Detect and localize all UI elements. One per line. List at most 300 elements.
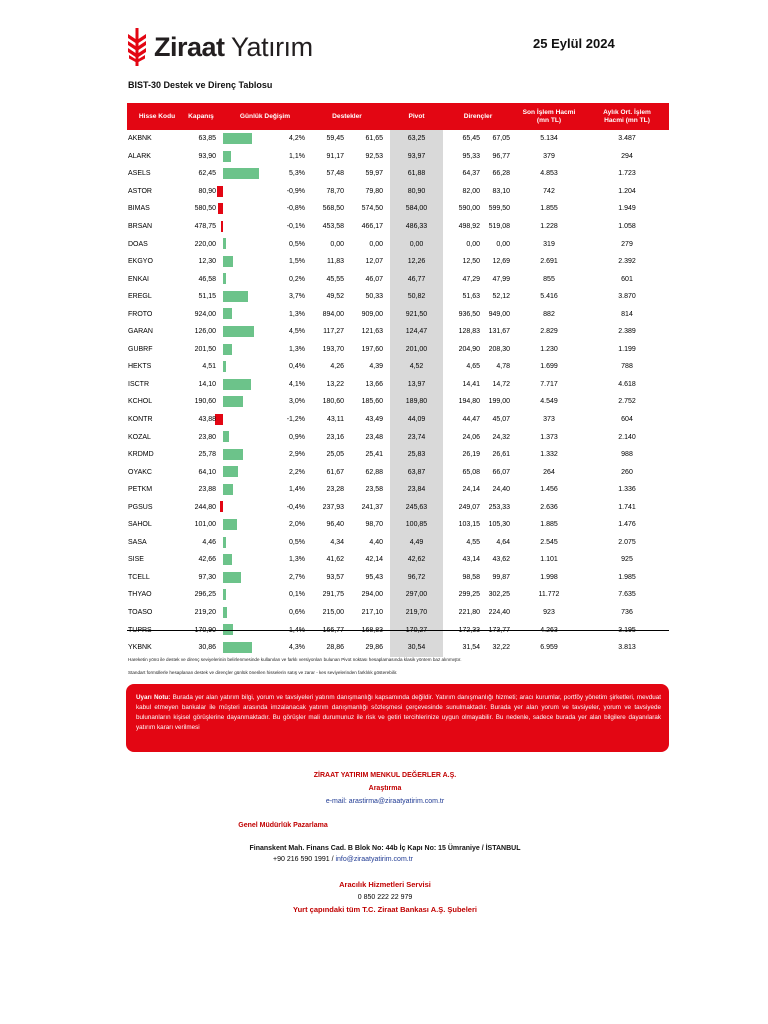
avg-volume: 814 — [621, 310, 633, 318]
support-1: 23,16 — [326, 433, 344, 441]
daily-change: 2,2% — [289, 468, 305, 476]
avg-volume: 3.870 — [618, 293, 636, 301]
last-volume: 1.456 — [540, 486, 558, 494]
last-volume: 1.228 — [540, 223, 558, 230]
support-2: 61,65 — [365, 135, 383, 143]
resistance-2: 26,61 — [492, 451, 510, 459]
support-1: 59,45 — [326, 135, 344, 143]
resistance-2: 83,10 — [492, 187, 510, 195]
resistance-1: 47,29 — [462, 275, 480, 283]
pivot-value: 486,33 — [405, 223, 428, 230]
table-row — [127, 130, 669, 148]
avg-volume: 1.204 — [618, 187, 636, 195]
support-2: 62,88 — [365, 468, 383, 476]
support-1: 4,34 — [330, 538, 344, 546]
resistance-1: 299,25 — [458, 591, 480, 599]
footer-service-phone: 0 850 222 22 979 — [357, 894, 413, 901]
table-row — [127, 551, 669, 569]
resistance-2: 67,05 — [492, 135, 510, 143]
daily-change: 1,5% — [289, 258, 305, 266]
change-bar — [223, 572, 241, 583]
footer-email-line: e-mail: arastirma@ziraatyatirim.com.tr — [325, 798, 445, 805]
last-volume: 5.416 — [540, 293, 558, 301]
close-price: 219,20 — [194, 609, 216, 617]
resistance-1: 128,83 — [458, 328, 480, 336]
change-bar — [217, 186, 223, 197]
last-volume: 1.101 — [540, 556, 558, 564]
change-bar — [223, 466, 238, 477]
support-2: 13,66 — [365, 380, 383, 388]
resistance-2: 4,64 — [496, 538, 510, 546]
report-date: 25 Eylül 2024 — [533, 36, 615, 51]
change-bar — [223, 449, 243, 460]
table-row — [127, 270, 669, 288]
support-2: 12,07 — [365, 258, 383, 266]
avg-volume: 2.752 — [618, 398, 636, 406]
support-1: 193,70 — [322, 345, 344, 353]
close-price: 62,45 — [198, 170, 216, 178]
stock-code: ASTOR — [128, 187, 152, 195]
table-row — [127, 200, 669, 218]
support-1: 96,40 — [326, 521, 344, 529]
info-email-link[interactable]: info@ziraatyatirim.com.tr — [335, 856, 413, 863]
close-price: 220,00 — [194, 240, 216, 248]
last-volume: 742 — [543, 187, 555, 195]
stock-code: HEKTS — [128, 363, 152, 371]
resistance-1: 204,90 — [458, 345, 480, 353]
support-2: 217,10 — [361, 609, 383, 617]
support-2: 574,50 — [361, 205, 383, 213]
stock-code: PETKM — [128, 486, 153, 494]
change-bar — [223, 379, 251, 390]
support-1: 45,55 — [326, 275, 344, 283]
change-bar — [223, 238, 226, 249]
last-volume: 4.549 — [540, 398, 558, 406]
close-price: 201,50 — [194, 345, 216, 353]
table-row — [127, 639, 669, 657]
daily-change: 0,2% — [289, 275, 305, 283]
daily-change: 0,9% — [289, 433, 305, 441]
daily-change: 4,3% — [289, 644, 305, 652]
support-1: 78,70 — [326, 187, 344, 195]
footer-company: ZİRAAT YATIRIM MENKUL DEĞERLER A.Ş. — [313, 772, 457, 779]
close-price: 80,90 — [198, 187, 216, 195]
stock-code: FROTO — [128, 310, 153, 318]
support-2: 92,53 — [365, 152, 383, 160]
resistance-1: 249,07 — [458, 503, 480, 511]
last-volume: 923 — [543, 609, 555, 617]
stock-code: GARAN — [128, 328, 153, 336]
last-volume: 855 — [543, 275, 555, 283]
close-price: 42,66 — [198, 556, 216, 564]
stock-code: SISE — [128, 556, 144, 564]
footer-contact-line: +90 216 590 1991 / info@ziraatyatirim.com.tr — [273, 856, 413, 863]
change-bar — [215, 414, 223, 425]
header-avg-volume: Aylık Ort. İşlem Hacmi (mn TL) — [603, 108, 651, 124]
stock-code: AKBNK — [128, 135, 152, 143]
resistance-2: 24,40 — [492, 486, 510, 494]
last-volume: 11.772 — [538, 591, 560, 599]
daily-change: -0,8% — [286, 205, 305, 213]
close-price: 46,58 — [198, 275, 216, 283]
resistance-2: 519,08 — [488, 223, 510, 230]
resistance-1: 103,15 — [458, 521, 480, 529]
close-price: 101,00 — [194, 521, 216, 529]
table-row — [127, 165, 669, 183]
change-bar — [220, 501, 223, 512]
support-1: 43,11 — [327, 416, 344, 424]
support-1: 215,00 — [322, 609, 344, 617]
table-row — [127, 358, 669, 376]
avg-volume: 294 — [621, 152, 633, 160]
table-row — [127, 305, 669, 323]
resistance-1: 43,14 — [462, 556, 480, 564]
resistance-2: 173,77 — [488, 626, 510, 634]
last-volume: 319 — [543, 240, 555, 248]
daily-change: 0,4% — [289, 363, 305, 371]
pivot-value: 93,97 — [407, 152, 426, 160]
stock-code: EREGL — [128, 293, 152, 301]
resistance-1: 936,50 — [458, 310, 480, 318]
stock-code: YKBNK — [128, 644, 152, 652]
resistance-1: 65,08 — [462, 468, 480, 476]
table-row — [127, 516, 669, 534]
resistance-2: 105,30 — [488, 521, 510, 529]
daily-change: 1,3% — [289, 345, 305, 353]
daily-change: 1,3% — [289, 556, 305, 564]
close-price: 580,50 — [194, 205, 216, 213]
last-volume: 1.885 — [540, 521, 558, 529]
stock-code: TUPRS — [128, 626, 152, 634]
support-1: 13,22 — [326, 380, 344, 388]
pivot-value: 42,62 — [407, 556, 426, 564]
table-row — [127, 569, 669, 587]
table-row — [127, 253, 669, 271]
support-2: 23,48 — [365, 433, 383, 441]
close-price: 12,30 — [198, 258, 216, 266]
pivot-value: 13,97 — [407, 380, 426, 388]
resistance-1: 24,14 — [462, 486, 480, 494]
change-bar — [223, 537, 226, 548]
support-1: 0,00 — [330, 240, 344, 248]
avg-volume: 604 — [621, 416, 633, 424]
avg-volume: 1.741 — [618, 503, 636, 511]
daily-change: -1,2% — [286, 416, 305, 424]
support-1: 180,60 — [322, 398, 344, 406]
change-bar — [223, 642, 252, 653]
resistance-2: 96,77 — [492, 152, 510, 160]
last-volume: 4.853 — [540, 170, 558, 178]
change-bar — [223, 256, 233, 267]
pivot-value: 80,90 — [407, 187, 426, 195]
resistance-2: 52,12 — [492, 293, 510, 301]
support-1: 117,27 — [323, 328, 344, 336]
stock-code: ISCTR — [128, 380, 149, 388]
support-resistance-table — [127, 103, 669, 656]
pivot-value: 44,09 — [407, 416, 426, 424]
pivot-value: 25,83 — [407, 451, 426, 459]
resistance-2: 45,07 — [492, 416, 510, 424]
resistance-1: 44,47 — [462, 416, 480, 424]
stock-code: KRDMD — [128, 451, 154, 459]
pivot-value: 50,82 — [407, 293, 426, 301]
resistance-2: 599,50 — [488, 205, 510, 213]
stock-code: TOASO — [128, 609, 153, 617]
stock-code: KCHOL — [128, 398, 153, 406]
resistance-2: 32,22 — [492, 644, 510, 652]
change-bar — [223, 589, 226, 600]
table-row — [127, 446, 669, 464]
resistance-1: 14,41 — [462, 380, 480, 388]
pivot-value: 4,52 — [409, 363, 424, 371]
stock-code: PGSUS — [128, 503, 153, 511]
pivot-value: 100,85 — [405, 521, 428, 529]
last-volume: 2.829 — [540, 328, 558, 336]
support-2: 168,83 — [361, 626, 383, 634]
daily-change: 4,5% — [289, 328, 305, 336]
footer-research: Araştırma — [368, 785, 402, 792]
daily-change: 2,9% — [289, 451, 305, 459]
table-row — [127, 481, 669, 499]
daily-change: 2,0% — [289, 521, 305, 529]
table-row — [127, 235, 669, 253]
wheat-logo-icon — [126, 28, 148, 66]
pivot-value: 23,84 — [407, 486, 426, 494]
close-price: 97,30 — [198, 573, 216, 581]
stock-code: OYAKC — [128, 468, 152, 476]
pivot-value: 23,74 — [407, 433, 426, 441]
pivot-value: 96,72 — [407, 573, 426, 581]
support-2: 121,63 — [361, 328, 383, 336]
change-bar — [223, 133, 252, 144]
pivot-value: 170,27 — [405, 626, 428, 634]
support-1: 57,48 — [326, 170, 344, 178]
footer-branches: Yurt çapındaki tüm T.C. Ziraat Bankası A.Ş. Şubeleri — [293, 905, 477, 914]
resistance-1: 590,00 — [458, 205, 480, 213]
resistance-1: 64,37 — [462, 170, 480, 178]
resistance-1: 51,63 — [462, 293, 480, 301]
pivot-value: 4,49 — [409, 538, 424, 546]
formula-note: Standart formüllerle hesaplanan destek ve dirençler günlük önerilen hisselerin satış ve zarar - kes seviyelerinden farklılık gösterebilir. — [128, 670, 398, 675]
resistance-2: 253,33 — [488, 503, 510, 511]
support-2: 909,00 — [361, 310, 383, 318]
close-price: 25,78 — [198, 451, 216, 459]
daily-change: 4,1% — [289, 380, 305, 388]
support-2: 59,97 — [365, 170, 383, 178]
daily-change: 0,5% — [289, 240, 305, 248]
stock-code: KOZAL — [128, 433, 151, 441]
pivot-value: 921,50 — [405, 310, 428, 318]
avg-volume: 3.487 — [618, 135, 636, 143]
close-price: 23,80 — [198, 433, 216, 441]
header-close: Kapanış — [188, 112, 214, 120]
stock-code: SASA — [128, 538, 147, 546]
support-1: 91,17 — [326, 152, 344, 160]
close-price: 51,15 — [198, 293, 216, 301]
close-price: 14,10 — [198, 380, 216, 388]
stock-code: EKGYO — [128, 258, 153, 266]
warning-box — [126, 684, 669, 752]
header-supports: Destekler — [332, 112, 362, 120]
support-2: 42,14 — [365, 556, 383, 564]
resistance-1: 194,80 — [458, 398, 480, 406]
change-bar — [223, 168, 259, 179]
support-2: 98,70 — [365, 521, 383, 529]
avg-volume: 736 — [621, 609, 633, 617]
change-bar — [223, 431, 229, 442]
avg-volume: 1.723 — [618, 170, 636, 178]
change-bar — [223, 396, 243, 407]
change-bar — [223, 519, 237, 530]
support-1: 894,00 — [322, 310, 344, 318]
resistance-2: 99,87 — [492, 573, 510, 581]
avg-volume: 1.058 — [618, 223, 636, 230]
footer-service-title: Aracılık Hizmetleri Servisi — [339, 880, 431, 889]
close-price: 170,90 — [194, 626, 216, 634]
table-body — [127, 130, 669, 656]
support-1: 237,93 — [322, 503, 344, 511]
last-volume: 1.230 — [540, 345, 558, 353]
last-volume: 373 — [543, 416, 555, 424]
warning-text: Burada yer alan yatırım bilgi, yorum ve tavsiyeleri yatırım danışmanlığı kapsamında değildir. Yatırım danışmanlığı hizmeti; aracı kurumlar, portföy yönetim şirketleri, mevduat kabul etmeyen bankalar ile müşteri arasında imzalanacak yatırım danışmanlığı sözleşmesi çerçevesinde sunulmaktadır. Burada yer alan yorum ve tavsiyeler, yorum ve tavsiyede bulunanların kişisel görüşlerine dayanmaktadır. Bu görüşler mali durumunuz ile risk ve getiri tercihlerinize uygun olmayabilir. Bu nedenle, sadece burada yer alan bilgilere dayanılarak yatırım kararı verilmesi — [136, 694, 662, 731]
pivot-value: 584,00 — [405, 205, 428, 213]
resistance-1: 221,80 — [458, 609, 480, 617]
support-1: 166,77 — [322, 626, 344, 634]
resistance-2: 131,67 — [488, 328, 510, 336]
last-volume: 7.717 — [540, 380, 558, 388]
avg-volume: 2.140 — [618, 433, 636, 441]
support-1: 28,86 — [326, 644, 344, 652]
pivot-value: 219,70 — [405, 609, 428, 617]
stock-code: ENKAI — [128, 275, 150, 283]
table-row — [127, 604, 669, 622]
resistance-1: 65,45 — [462, 135, 480, 143]
support-1: 23,28 — [326, 486, 344, 494]
stock-code: ASELS — [128, 170, 151, 178]
last-volume: 1.699 — [540, 363, 558, 371]
pivot-value: 0,00 — [409, 240, 424, 248]
daily-change: 0,1% — [289, 591, 305, 599]
change-bar — [223, 291, 248, 302]
table-row — [127, 323, 669, 341]
resistance-2: 208,30 — [488, 345, 510, 353]
close-price: 924,00 — [194, 310, 216, 318]
change-bar — [223, 344, 232, 355]
close-price: 244,80 — [194, 503, 216, 511]
close-price: 63,85 — [198, 135, 216, 143]
header-pivot: Pivot — [408, 112, 425, 120]
pivot-value: 30,54 — [407, 644, 426, 652]
resistance-1: 12,50 — [462, 258, 480, 266]
pivot-value: 61,88 — [407, 170, 426, 178]
avg-volume: 788 — [621, 363, 633, 371]
stock-code: BRSAN — [128, 223, 153, 230]
resistance-1: 172,33 — [458, 626, 480, 634]
resistance-2: 0,00 — [496, 240, 510, 248]
table-row — [127, 534, 669, 552]
daily-change: -0,1% — [286, 223, 305, 230]
last-volume: 1.855 — [540, 205, 558, 213]
methodology-note: Hareketin yönü ile destek ve direnç seviyelerinin belirlenmesinde kullanılan ve farklı versiyonları bulunan Pivot noktası hesaplamasında klasik yöntem baz alınmıştır. — [128, 657, 462, 662]
stock-code: KONTR — [128, 416, 153, 424]
daily-change: -0,9% — [286, 187, 305, 195]
change-bar — [218, 203, 223, 214]
daily-change: 5,3% — [289, 170, 305, 178]
pivot-value: 124,47 — [405, 328, 428, 336]
close-price: 64,10 — [198, 468, 216, 476]
resistance-2: 66,07 — [492, 468, 510, 476]
change-bar — [223, 308, 232, 319]
research-email-link[interactable]: arastirma@ziraatyatirim.com.tr — [348, 798, 445, 805]
support-1: 4,26 — [330, 363, 344, 371]
resistance-2: 224,40 — [488, 609, 510, 617]
support-2: 241,37 — [361, 503, 383, 511]
support-2: 197,60 — [361, 345, 383, 353]
avg-volume: 3.813 — [618, 644, 636, 652]
last-volume: 379 — [543, 152, 555, 160]
avg-volume: 1.336 — [618, 486, 636, 494]
pivot-value: 12,26 — [407, 258, 426, 266]
close-price: 93,90 — [198, 152, 216, 160]
resistance-1: 24,06 — [462, 433, 480, 441]
table-row — [127, 148, 669, 166]
table-row — [127, 341, 669, 359]
logo-wordmark: Ziraat Yatırım — [154, 31, 313, 62]
change-bar — [223, 484, 233, 495]
daily-change: 1,4% — [289, 626, 305, 634]
support-2: 0,00 — [369, 240, 383, 248]
stock-code: SAHOL — [128, 521, 152, 529]
header-resistances: Dirençler — [463, 112, 493, 120]
resistance-1: 31,54 — [462, 644, 480, 652]
table-row — [127, 376, 669, 394]
pivot-value: 63,87 — [407, 468, 426, 476]
support-1: 291,75 — [322, 591, 344, 599]
avg-volume: 1.199 — [618, 345, 636, 353]
change-bar — [223, 607, 227, 618]
support-1: 25,05 — [326, 451, 344, 459]
last-volume: 6.959 — [540, 644, 558, 652]
avg-volume: 2.392 — [618, 258, 636, 266]
resistance-1: 4,55 — [466, 538, 480, 546]
last-volume: 264 — [543, 468, 555, 476]
daily-change: 3,0% — [289, 398, 305, 406]
avg-volume: 2.389 — [618, 328, 636, 336]
header-last-volume: Son İşlem Hacmi (mn TL) — [522, 108, 576, 124]
avg-volume: 1.985 — [618, 573, 636, 581]
support-2: 46,07 — [365, 275, 383, 283]
table-row — [127, 463, 669, 481]
close-price: 296,25 — [194, 591, 216, 599]
support-2: 4,40 — [369, 538, 383, 546]
table-row — [127, 586, 669, 604]
support-1: 41,62 — [326, 556, 344, 564]
change-bar — [221, 221, 224, 232]
support-1: 61,67 — [326, 468, 344, 476]
daily-change: 1,1% — [289, 152, 305, 160]
pivot-value: 297,00 — [405, 591, 428, 599]
resistance-1: 82,00 — [462, 187, 480, 195]
change-bar — [223, 361, 226, 372]
table-row — [127, 498, 669, 516]
pivot-value: 245,63 — [405, 503, 428, 511]
support-2: 50,33 — [365, 293, 383, 301]
close-price: 4,46 — [202, 538, 216, 546]
resistance-2: 14,72 — [492, 380, 510, 388]
resistance-2: 66,28 — [492, 170, 510, 178]
stock-code: DOAS — [128, 240, 148, 248]
avg-volume: 601 — [621, 275, 633, 283]
